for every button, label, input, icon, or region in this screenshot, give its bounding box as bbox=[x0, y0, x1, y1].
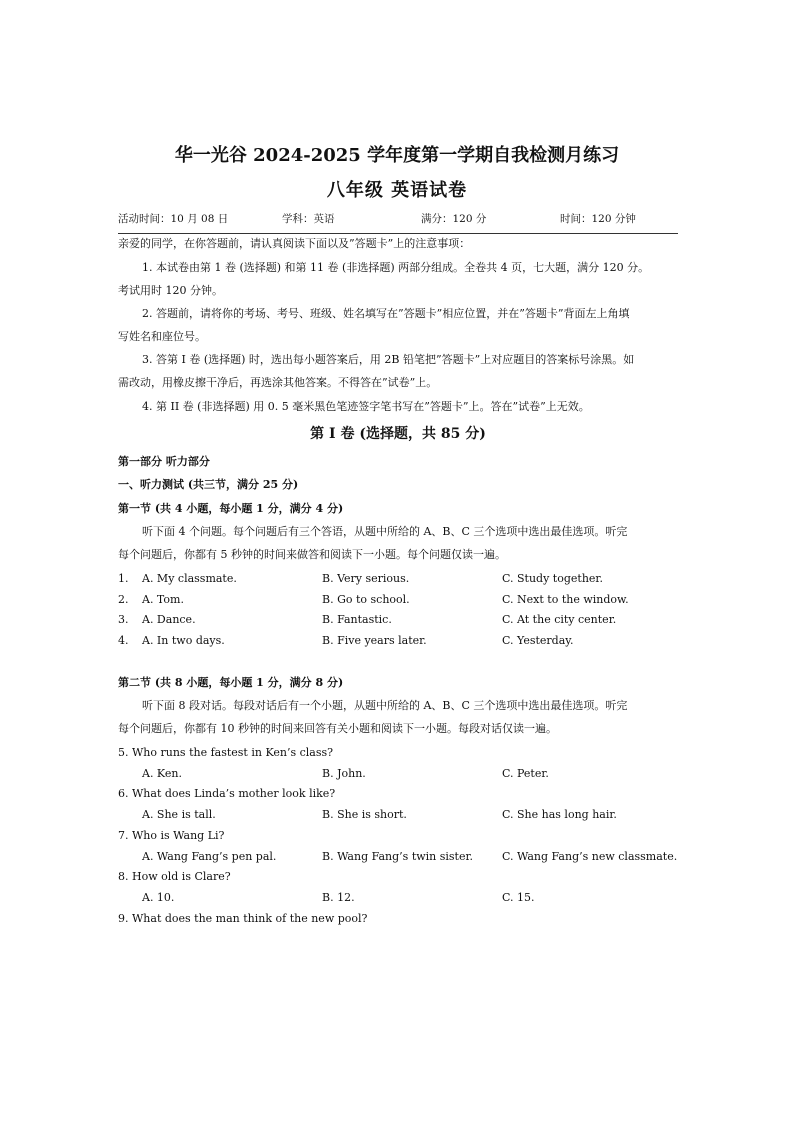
question-number: 4. bbox=[118, 634, 129, 647]
notice-item-1-cont: 考试用时 120 分钟。 bbox=[118, 284, 223, 297]
option-c: C. She has long hair. bbox=[502, 808, 617, 821]
option-c: C. Peter. bbox=[502, 767, 549, 780]
option-a: A. She is tall. bbox=[142, 808, 216, 821]
question-text: 6. What does Linda’s mother look like? bbox=[118, 787, 336, 800]
volume-1-title: 第 I 卷 (选择题，共 85 分) bbox=[310, 426, 486, 442]
notice-intro: 亲爱的同学，在你答题前，请认真阅读下面以及”答题卡”上的注意事项： bbox=[118, 237, 471, 250]
subject-label: 学科：英语 bbox=[282, 213, 335, 225]
option-c: C. At the city center. bbox=[502, 613, 617, 626]
sec-a-title: 第一节 (共 4 小题，每小题 1 分，满分 4 分) bbox=[118, 502, 344, 515]
question-number: 3. bbox=[118, 613, 129, 626]
exam-subtitle: 八年级 英语试卷 bbox=[326, 180, 468, 201]
option-b: B. Wang Fang’s twin sister. bbox=[322, 850, 474, 863]
date-label: 活动时间：10 月 08 日 bbox=[118, 213, 229, 225]
option-b: B. Five years later. bbox=[322, 634, 427, 647]
notice-item-3: 3. 答第 I 卷 (选择题) 时，选出每小题答案后，用 2B 铅笔把”答题卡”上对应题目的答案标号涂黑。如 bbox=[142, 353, 635, 366]
option-b: B. Very serious. bbox=[322, 572, 410, 585]
option-a: A. In two days. bbox=[142, 634, 225, 647]
option-b: B. John. bbox=[322, 767, 366, 780]
option-c: C. Study together. bbox=[502, 572, 603, 585]
question-text: 8. How old is Clare? bbox=[118, 870, 231, 883]
sec-b-instructions: 听下面 8 段对话。每段对话后有一个小题，从题中所给的 A、B、C 三个选项中选出最佳选项。听完 bbox=[142, 699, 628, 712]
time-label: 时间：120 分钟 bbox=[560, 213, 636, 225]
option-b: B. She is short. bbox=[322, 808, 407, 821]
notice-item-2: 2. 答题前，请将你的考场、考号、班级、姓名填写在”答题卡”相应位置，并在”答题卡”背面左上角填 bbox=[142, 307, 630, 320]
option-c: C. Next to the window. bbox=[502, 593, 629, 606]
header-divider bbox=[118, 233, 678, 234]
section-1-title: 一、听力测试 (共三节，满分 25 分) bbox=[118, 478, 299, 491]
exam-title: 华一光谷 2024-2025 学年度第一学期自我检测月练习 bbox=[174, 145, 620, 166]
notice-item-2-cont: 写姓名和座位号。 bbox=[118, 330, 206, 343]
option-c: C. Wang Fang’s new classmate. bbox=[502, 850, 678, 863]
option-c: C. Yesterday. bbox=[502, 634, 574, 647]
sec-a-instructions: 听下面 4 个问题。每个问题后有三个答语，从题中所给的 A、B、C 三个选项中选出最佳选项。听完 bbox=[142, 525, 628, 538]
option-b: B. Go to school. bbox=[322, 593, 410, 606]
score-label: 满分：120 分 bbox=[421, 213, 487, 225]
option-a: A. 10. bbox=[142, 891, 175, 904]
question-text: 7. Who is Wang Li? bbox=[118, 829, 225, 842]
question-number: 2. bbox=[118, 593, 129, 606]
notice-item-3-cont: 需改动，用橡皮擦干净后，再选涂其他答案。不得答在”试卷”上。 bbox=[118, 376, 438, 389]
question-text: 5. Who runs the fastest in Ken’s class? bbox=[118, 746, 334, 759]
option-a: A. Wang Fang’s pen pal. bbox=[142, 850, 277, 863]
option-a: A. Dance. bbox=[142, 613, 196, 626]
sec-a-instructions-cont: 每个问题后，你都有 5 秒钟的时间来做答和阅读下一小题。每个问题仅读一遍。 bbox=[118, 548, 506, 561]
notice-item-4: 4. 第 II 卷 (非选择题) 用 0. 5 毫米黑色笔迹签字笔书写在”答题卡”上。答在”试卷”上无效。 bbox=[142, 400, 590, 413]
option-b: B. 12. bbox=[322, 891, 355, 904]
question-number: 1. bbox=[118, 572, 129, 585]
sec-b-instructions-cont: 每个问题后，你都有 10 秒钟的时间来回答有关小题和阅读下一小题。每段对话仅读一遍。 bbox=[118, 722, 557, 735]
sec-b-title: 第二节 (共 8 小题，每小题 1 分，满分 8 分) bbox=[118, 676, 344, 689]
option-a: A. Tom. bbox=[142, 593, 184, 606]
part-1-title: 第一部分 听力部分 bbox=[118, 455, 210, 468]
option-a: A. My classmate. bbox=[142, 572, 237, 585]
question-text: 9. What does the man think of the new pool? bbox=[118, 912, 368, 925]
notice-item-1: 1. 本试卷由第 1 卷 (选择题) 和第 11 卷 (非选择题) 两部分组成。全卷共 4 页，七大题，满分 120 分。 bbox=[142, 261, 650, 274]
option-c: C. 15. bbox=[502, 891, 535, 904]
option-a: A. Ken. bbox=[142, 767, 182, 780]
option-b: B. Fantastic. bbox=[322, 613, 392, 626]
